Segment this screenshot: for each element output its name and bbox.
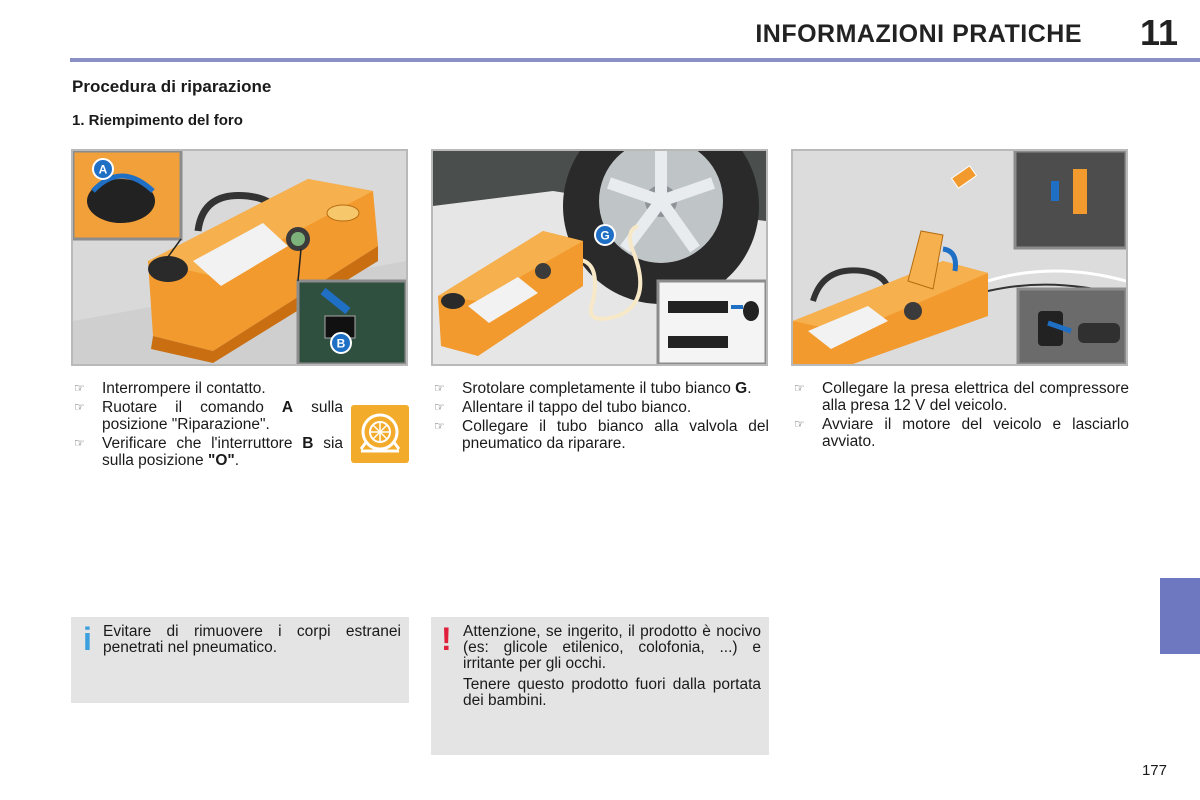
steps-list-3 [791, 380, 1129, 452]
figure-12v-socket [791, 149, 1128, 366]
list-item: ☞ Interrompere il contatto. [74, 380, 266, 397]
list-item: ☞ Srotolare completamente il tubo bianco G. [434, 380, 752, 397]
steps-list-1 [71, 380, 343, 471]
figure-hose-to-valve [431, 149, 768, 366]
page-number: 177 [1141, 762, 1167, 779]
tyre-repair-icon [351, 405, 409, 463]
warning-icon: ! [441, 621, 452, 657]
chapter-number: 11 [1139, 12, 1178, 53]
header-divider [70, 58, 1200, 62]
warning-note [431, 617, 769, 755]
pointing-hand-icon: ☞ [434, 381, 445, 395]
info-note [71, 617, 409, 703]
info-note-text: Evitare di rimuovere i corpi estranei penetrati nel pneumatico. [103, 623, 401, 656]
section-title: Procedura di riparazione [72, 77, 272, 96]
warning-note-text: Attenzione, se ingerito, il prodotto è nocivo (es: glicole etilenico, colofonia, ...) e irritante per gli occhi. Tenere questo prodotto fuori dalla portata dei bambini. [463, 623, 761, 709]
callout-a: A [98, 162, 108, 177]
pointing-hand-icon: ☞ [434, 400, 445, 414]
pointing-hand-icon: ☞ [74, 381, 85, 395]
list-item: ☞ Allentare il tappo del tubo bianco. [434, 399, 692, 416]
info-icon: i [83, 621, 92, 657]
steps-list-2 [431, 380, 769, 454]
list-item: ☞ Ruotare il comando A sulla posizione "Riparazione". [74, 399, 344, 433]
callout-g: G [600, 228, 610, 243]
pointing-hand-icon: ☞ [434, 419, 445, 433]
callout-b: B [336, 336, 346, 351]
chapter-title: INFORMAZIONI PRATICHE [755, 20, 1082, 48]
pointing-hand-icon: ☞ [74, 436, 85, 450]
pointing-hand-icon: ☞ [794, 417, 805, 431]
subsection-title: 1. Riempimento del foro [72, 112, 243, 129]
list-item: ☞ Collegare la presa elettrica del compressore alla presa 12 V del veicolo. [794, 380, 1129, 414]
list-item: ☞ Collegare il tubo bianco alla valvola del pneumatico da riparare. [434, 418, 769, 452]
figure-compressor-controls [71, 149, 408, 366]
chapter-side-tab [1160, 578, 1200, 654]
pointing-hand-icon: ☞ [74, 400, 85, 414]
pointing-hand-icon: ☞ [794, 381, 805, 395]
list-item: ☞ Verificare che l'interruttore B sia sulla posizione "O". [74, 435, 344, 469]
list-item: ☞ Avviare il motore del veicolo e lasciarlo avviato. [794, 416, 1129, 450]
